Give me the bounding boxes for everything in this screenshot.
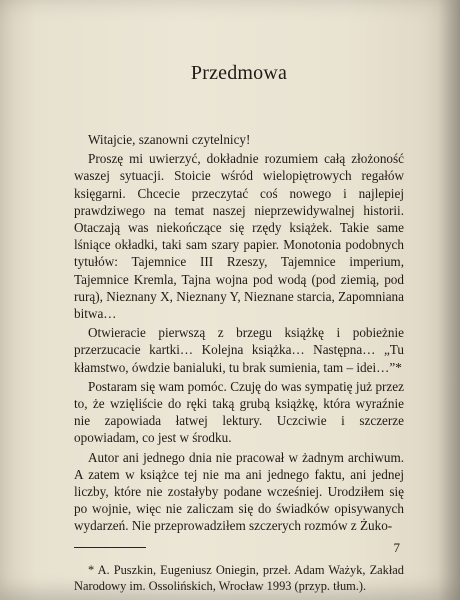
- paragraph-2: Otwieracie pierwszą z brzegu książkę i pobieżnie przerzucacie kartki… Kolejna książka… Następna… „Tu kłamstwo, ówdzie banialuki, tu brak sumienia, tam – idei…”*: [74, 325, 404, 375]
- paragraph-1: Proszę mi uwierzyć, dokładnie rozumiem całą złożoność waszej sytuacji. Stoicie wśród wielopiętrowych regałów księgarni. Chcecie przeczytać coś nowego i najlepiej prawdziwego na temat naszej nieprzewidywalnej historii. Otaczają was niekończące się rzędy książek. Takie same lśniące okładki, taki sam szary papier. Monotonia podobnych tytułów: Tajemnice III Rzeszy, Tajemnice imperium, Tajemnice Kremla, Tajna wojna pod wodą (pod ziemią, pod rurą), Nieznany X, Nieznany Y, Nieznane starcia, Zapomniana bitwa…: [74, 151, 404, 322]
- footnote: * A. Puszkin, Eugeniusz Oniegin, przeł. Adam Ważyk, Zakład Narodowy im. Ossolińskich, Wrocław 1993 (przyp. tłum.).: [74, 562, 404, 593]
- chapter-title: Przedmowa: [190, 62, 288, 84]
- footnote-separator: [74, 547, 146, 548]
- paragraph-greeting: Witajcie, szanowni czytelnicy!: [88, 132, 251, 147]
- page-number: 7: [393, 540, 400, 555]
- paragraph-4: Autor ani jednego dnia nie pracował w żadnym archiwum. A zatem w książce tej nie ma ani jednego faktu, ani jednej liczby, które nie zostałyby podane wcześniej. Urodziłem się po wojnie, więc nie zaliczam się do świadków opisywanych wydarzeń. Nie przeprowadziłem szczerych rozmów z Żuko-: [74, 449, 404, 534]
- page-content: [74, 62, 404, 594]
- paragraph-3: Postaram się wam pomóc. Czuję do was sympatię już przez to, że wzięliście do ręki taką grubą książkę, która wyraźnie nie zapowiada łatwej lektury. Uczciwie i szczerze opowiadam, co jest w środku.: [74, 378, 404, 446]
